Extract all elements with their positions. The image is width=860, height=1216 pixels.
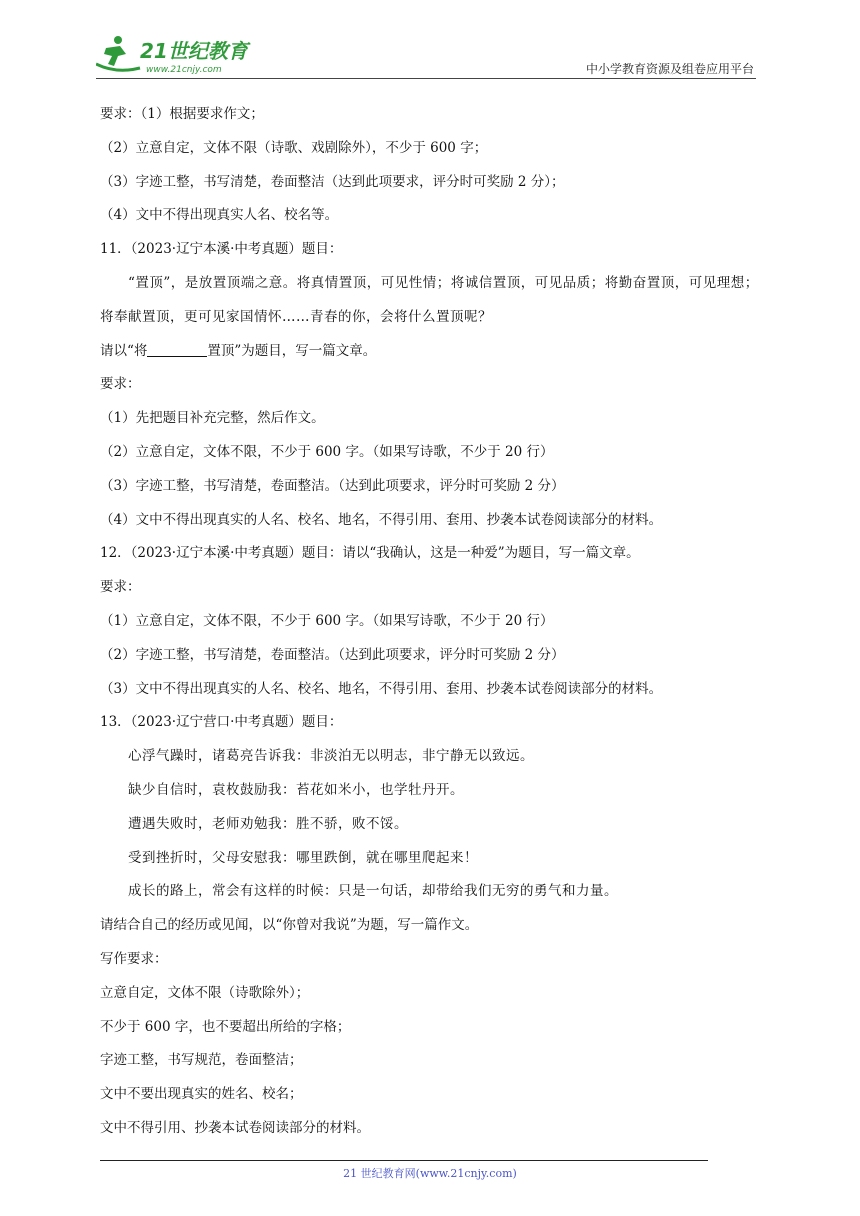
title-blank — [147, 342, 207, 357]
footer-divider — [100, 1160, 708, 1161]
prompt-prefix: 请以“将 — [100, 342, 148, 359]
q12-requirement-1: （1）立意自定，文体不限，不少于 600 字。（如果写诗歌，不少于 20 行） — [100, 612, 554, 629]
q13-material-3: 遭遇失败时，老师劝勉我：胜不骄，败不馁。 — [128, 815, 408, 832]
q13-requirement-2: 不少于 600 字，也不要超出所给的字格； — [100, 1018, 351, 1035]
document-body — [100, 98, 760, 1146]
question-12-title: 12．（2023·辽宁本溪·中考真题）题目：请以“我确认，这是一种爱”为题目，写一篇文章。 — [100, 545, 640, 562]
q12-requirement-3: （3）文中不得出现真实的人名、校名、地名，不得引用、套用、抄袭本试卷阅读部分的材料。 — [100, 680, 663, 697]
question-13-title: 13．（2023·辽宁营口·中考真题）题目： — [100, 714, 343, 731]
q12-requirement-2: （2）字迹工整，书写清楚，卷面整洁。（达到此项要求，评分时可奖励 2 分） — [100, 646, 565, 663]
prompt-suffix: 置顶”为题目，写一篇文章。 — [207, 342, 377, 359]
svg-text:21世纪教育: 21世纪教育 — [140, 39, 248, 63]
q10-requirement-4: （4）文中不得出现真实人名、校名等。 — [100, 207, 339, 224]
q12-requirements-label: 要求： — [100, 579, 141, 596]
q13-material-2: 缺少自信时，袁枚鼓励我：苔花如米小，也学牡丹开。 — [128, 781, 464, 798]
question-11-paragraph: “置顶”，是放置顶端之意。将真情置顶，可见性情；将诚信置顶，可见品质；将勤奋置顶，可见理想；将奉献置顶，更可见家国情怀……青春的你，会将什么置顶呢？ — [100, 274, 759, 325]
q13-requirement-4: 文中不要出现真实的姓名、校名； — [100, 1086, 303, 1103]
q13-material-4: 受到挫折时，父母安慰我：哪里跌倒，就在哪里爬起来！ — [128, 849, 478, 866]
q11-requirements-label: 要求： — [100, 376, 141, 393]
question-11-prompt — [100, 335, 760, 369]
q10-requirement-1: 要求：（1）根据要求作文； — [100, 106, 264, 122]
q13-requirement-5: 文中不得引用、抄袭本试卷阅读部分的材料。 — [100, 1119, 370, 1136]
runner-icon — [96, 36, 140, 70]
q10-requirement-2: （2）立意自定，文体不限（诗歌、戏剧除外），不少于 600 字； — [100, 139, 488, 156]
question-13-prompt: 请结合自己的经历或见闻，以“你曾对我说”为题，写一篇作文。 — [100, 917, 479, 934]
page-header — [0, 0, 860, 80]
q13-requirement-1: 立意自定，文体不限（诗歌除外）； — [100, 984, 310, 1001]
platform-name: 中小学教育资源及组卷应用平台 — [585, 62, 754, 76]
footer-text: 21 世纪教育网(www.21cnjy.com) — [343, 1167, 517, 1180]
q13-requirement-3: 字迹工整，书写规范，卷面整洁； — [100, 1052, 303, 1069]
q11-requirement-3: （3）字迹工整，书写清楚，卷面整洁。（达到此项要求，评分时可奖励 2 分） — [100, 477, 565, 494]
q11-requirement-4: （4）文中不得出现真实的人名、校名、地名，不得引用、套用、抄袭本试卷阅读部分的材料。 — [100, 511, 663, 528]
q11-requirement-1: （1）先把题目补充完整，然后作文。 — [100, 410, 325, 427]
q13-material-1: 心浮气躁时，诸葛亮告诉我：非淡泊无以明志，非宁静无以致远。 — [128, 748, 534, 765]
q13-requirements-label: 写作要求： — [100, 950, 168, 967]
site-logo — [96, 34, 266, 78]
question-11-title: 11．（2023·辽宁本溪·中考真题）题目： — [100, 241, 343, 258]
header-divider — [96, 78, 756, 79]
q10-requirement-3: （3）字迹工整，书写清楚，卷面整洁（达到此项要求，评分时可奖励 2 分）； — [100, 173, 565, 190]
q13-material-5: 成长的路上，常会有这样的时候：只是一句话，却带给我们无穷的勇气和力量。 — [128, 883, 618, 900]
svg-text:www.21cnjy.com: www.21cnjy.com — [146, 65, 222, 75]
q11-requirement-2: （2）立意自定，文体不限，不少于 600 字。（如果写诗歌，不少于 20 行） — [100, 443, 554, 460]
